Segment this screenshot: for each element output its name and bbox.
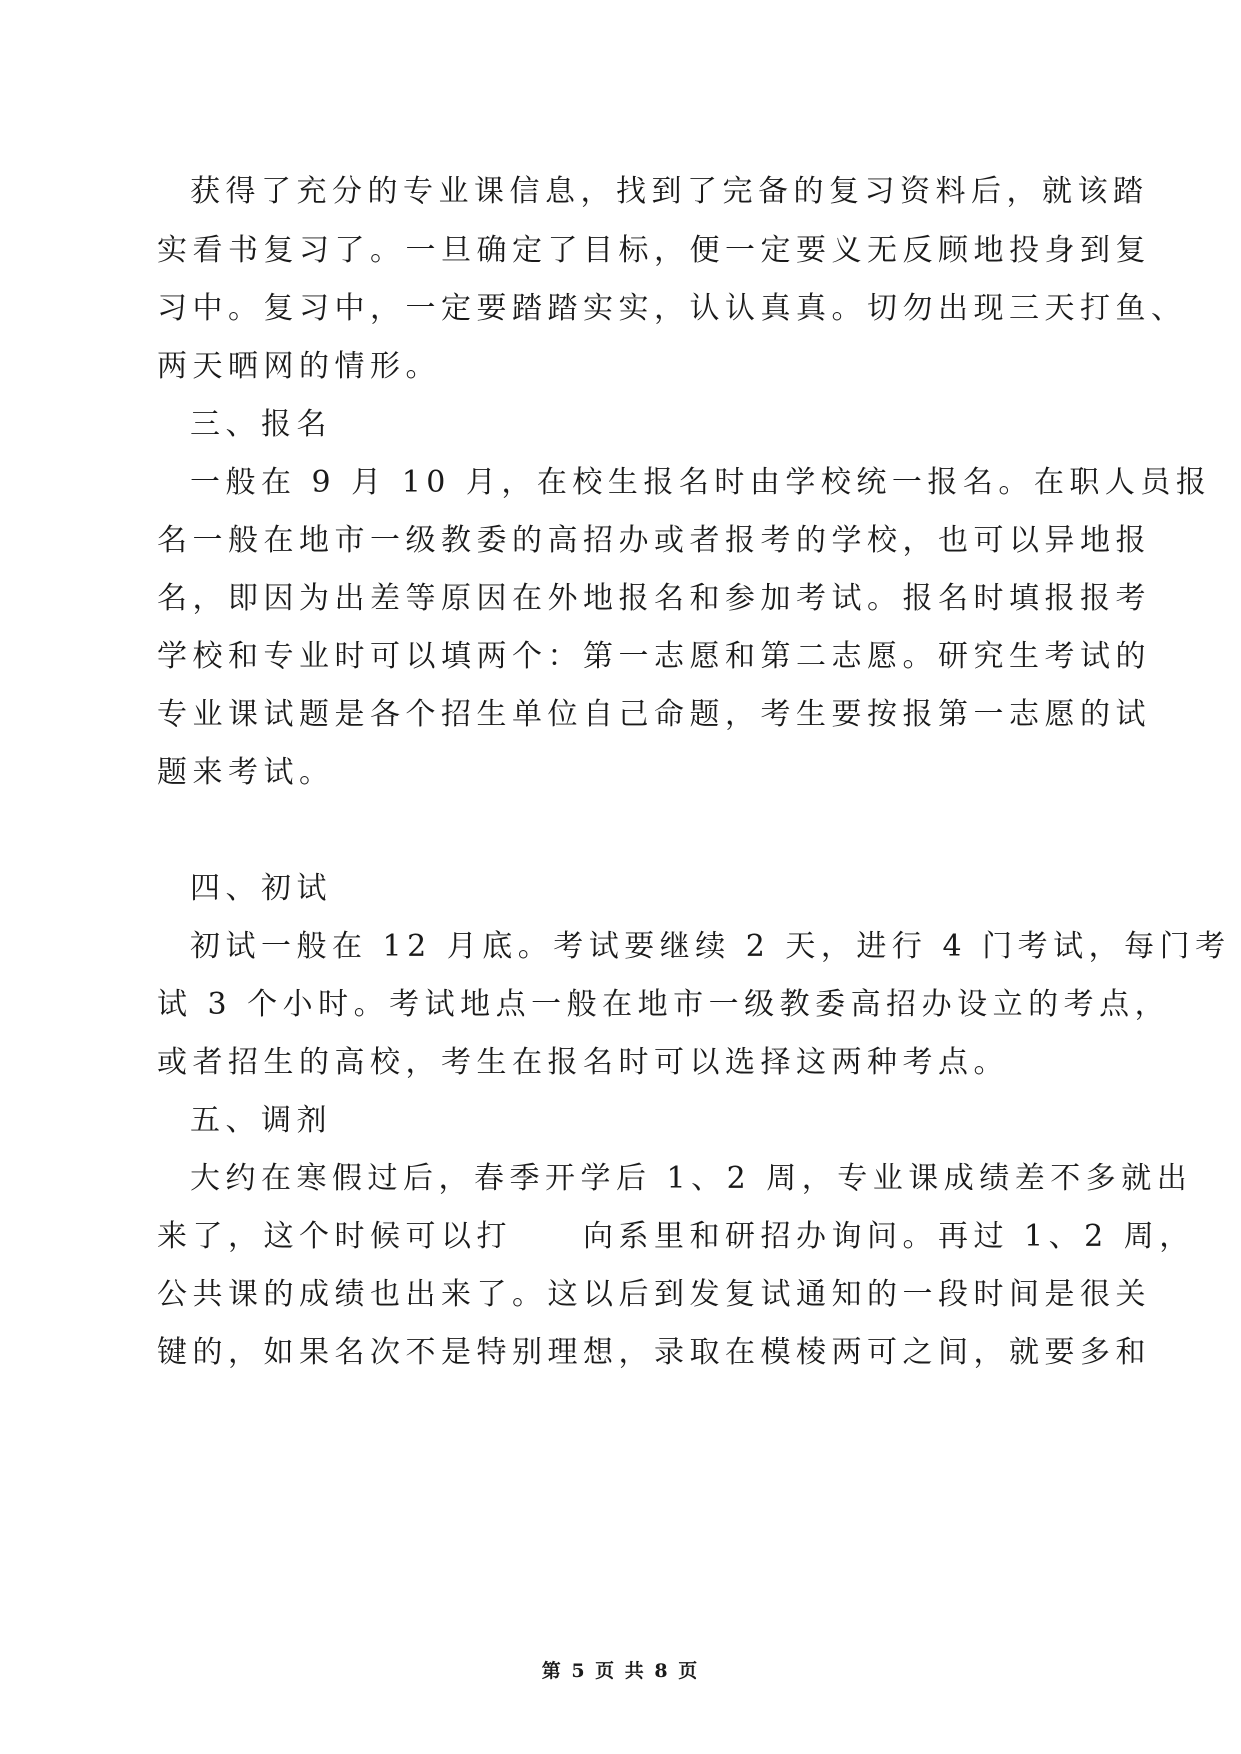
section-heading: 四、初试: [190, 871, 332, 906]
body-text-line: 名，即因为出差等原因在外地报名和参加考试。报名时填报报考: [157, 581, 1151, 616]
body-text-line: 公共课的成绩也出来了。这以后到发复试通知的一段时间是很关: [157, 1277, 1151, 1312]
body-text-line: 或者招生的高校，考生在报名时可以选择这两种考点。: [157, 1045, 1009, 1080]
body-text-line: 一般在 9 月 10 月，在校生报名时由学校统一报名。在职人员报: [190, 465, 1212, 500]
body-text-line: 习中。复习中，一定要踏踏实实，认认真真。切勿出现三天打鱼、: [157, 291, 1187, 326]
body-text-line: 两天晒网的情形。: [157, 349, 441, 384]
body-text-line: 学校和专业时可以填两个：第一志愿和第二志愿。研究生考试的: [157, 639, 1151, 674]
page-number-footer: 第 5 页 共 8 页: [541, 1660, 700, 1682]
body-text-line: 题来考试。: [157, 755, 335, 790]
body-text-line: 键的，如果名次不是特别理想，录取在模棱两可之间，就要多和: [157, 1335, 1151, 1370]
body-text-line: 大约在寒假过后，春季开学后 1、2 周，专业课成绩差不多就出: [190, 1161, 1193, 1196]
section-heading: 五、调剂: [190, 1103, 332, 1138]
body-text-line: 来了，这个时候可以打 向系里和研招办询问。再过 1、2 周，: [157, 1219, 1195, 1254]
body-text-line: 实看书复习了。一旦确定了目标，便一定要义无反顾地投身到复: [157, 233, 1151, 268]
body-text-line: 获得了充分的专业课信息，找到了完备的复习资料后，就该踏: [190, 174, 1149, 209]
body-text-line: 专业课试题是各个招生单位自己命题，考生要按报第一志愿的试: [157, 697, 1151, 732]
body-text-line: 试 3 个小时。考试地点一般在地市一级教委高招办设立的考点，: [157, 987, 1171, 1022]
body-text-line: 名一般在地市一级教委的高招办或者报考的学校，也可以异地报: [157, 523, 1151, 558]
body-text-line: 初试一般在 12 月底。考试要继续 2 天，进行 4 门考试，每门考: [190, 929, 1231, 964]
section-heading: 三、报名: [190, 407, 332, 442]
